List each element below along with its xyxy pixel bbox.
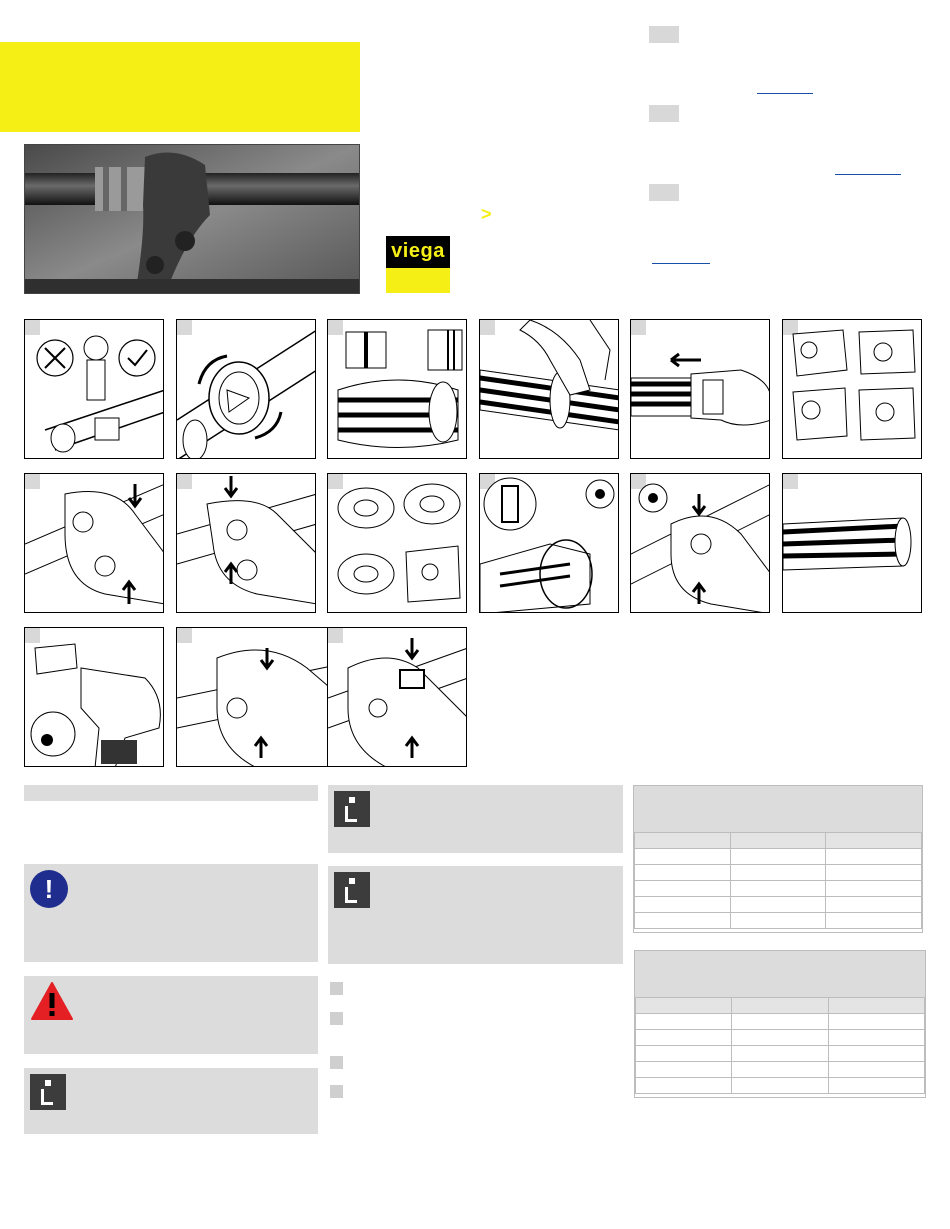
list-bullet [330, 1056, 343, 1069]
viega-logo [386, 236, 450, 293]
step-panel-3 [327, 319, 467, 459]
section-tag [649, 105, 679, 122]
step-panel-15 [327, 627, 467, 767]
step-panel-8 [176, 473, 316, 613]
info-icon [334, 872, 370, 908]
step-panel-5 [630, 319, 770, 459]
step-panel-11 [630, 473, 770, 613]
title-banner [0, 42, 360, 132]
hero-photo [24, 144, 360, 294]
important-note [24, 864, 318, 962]
link-underline[interactable] [835, 174, 901, 175]
spec-table-1 [633, 785, 923, 933]
logo-text: viega [386, 236, 450, 268]
link-underline[interactable] [652, 263, 710, 264]
important-icon: ! [30, 870, 68, 908]
step-panel-10 [479, 473, 619, 613]
step-panel-12 [782, 473, 922, 613]
list-bullet [330, 1012, 343, 1025]
list-bullet [330, 982, 343, 995]
link-underline[interactable] [757, 93, 813, 94]
info-icon [334, 791, 370, 827]
logo-bar [386, 268, 450, 293]
table-grid [635, 997, 925, 1094]
list-bullet [330, 1085, 343, 1098]
spec-table-2 [634, 950, 926, 1098]
info-note-1 [24, 1068, 318, 1134]
step-panel-6 [782, 319, 922, 459]
info-icon [30, 1074, 66, 1110]
chevron-icon: > [481, 204, 492, 224]
step-panel-2 [176, 319, 316, 459]
section-tag [649, 184, 679, 201]
step-panel-9 [327, 473, 467, 613]
info-note-3 [328, 866, 623, 964]
table-header-block [634, 786, 922, 832]
table-header-block [635, 951, 925, 997]
step-panel-4 [479, 319, 619, 459]
info-note-2 [328, 785, 623, 853]
section-tag [649, 26, 679, 43]
step-panel-7 [24, 473, 164, 613]
warning-triangle-icon [30, 981, 74, 1021]
warning-note [24, 976, 318, 1054]
step-panel-1 [24, 319, 164, 459]
step-panel-13 [24, 627, 164, 767]
table-grid [634, 832, 922, 929]
section-header-bar [24, 785, 318, 801]
